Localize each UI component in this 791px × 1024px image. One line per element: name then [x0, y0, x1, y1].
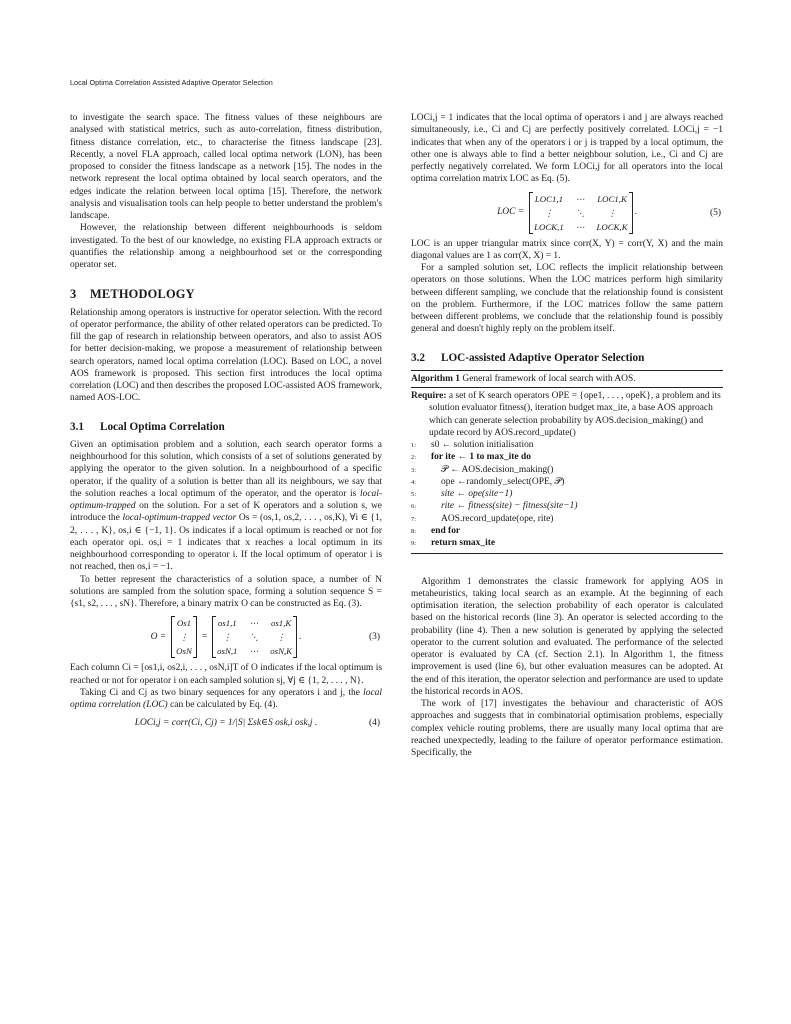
term-loc: local optima correlation (LOC) [70, 687, 382, 710]
equation-number: (5) [709, 207, 721, 218]
section-heading-methodology [70, 288, 382, 300]
subsection-title: LOC-assisted Adaptive Operator Selection [441, 351, 645, 364]
section-number: 3 [70, 287, 77, 302]
algorithm-caption: Algorithm 1 General framework of local search with AOS. [411, 371, 723, 388]
equation-lhs: O = [150, 632, 167, 643]
paragraph: The work of [17] investigates the behaviour and characteristic of AOS approaches and suggests that in combinatorial optimisation problems, especially complex vehicle routing problems, there are usually many local optima that are reached unexpectedly, leading to the failure of operator performance estimation. Specifically, the [411, 699, 723, 759]
algorithm-line: 3: 𝒫 ← AOS.decision_making() [411, 464, 554, 475]
equation-number: (3) [368, 632, 380, 643]
equation-body: LOCi,j = corr(Ci, Cj) = 1/|S| Σsk∈S osk,i osk,j . [134, 718, 318, 729]
equation-number: (4) [368, 718, 380, 729]
subsection-title: Local Optima Correlation [100, 420, 225, 433]
paragraph: However, the relationship between different neighbourhoods is seldom investigated. To the best of our knowledge, no existing FLA approach extracts or quantifies the relationship among a neighbourhood set or the corresponding operator set. [70, 223, 382, 270]
subsection-heading-loc [70, 421, 382, 433]
left-column [70, 112, 382, 730]
paragraph: Each column Ci = [os1,i, os2,i, . . . , osN,i]T of O indicates if the local optimum is reached or not for operator i on each sampled solution sj, ∀j ∈ {1, 2, . . . , N}. [70, 663, 382, 686]
algorithm-1 [411, 370, 723, 554]
equation-5: LOC = LOC1,1 ⋯ LOC1,K ⋮ ⋱ ⋮ LOCK,1 ⋯ LOCK,K . (5) [497, 193, 721, 232]
algorithm-line: 7: AOS.record_update(ope, rite) [411, 513, 554, 524]
matrix-loc: LOC1,1 ⋯ LOC1,K ⋮ ⋱ ⋮ LOCK,1 ⋯ LOCK,K [529, 192, 632, 234]
paragraph: To better represent the characteristics of a solution space, a number of N solutions are sampled from the solution space, forming a solution sequence S = {s1, s2, . . . , sN}. Therefore, a binary matrix O can be constructed as Eq. (3). [70, 574, 382, 609]
paragraph: Taking Ci and Cj as two binary sequences for any operators i and j, the local optima correlation (LOC) can be calculated by Eq. (4). [70, 687, 382, 710]
paragraph: For a sampled solution set, LOC reflects the implicit relationship between operators on those solutions. When the LOC matrices perform high similarity between different sampling, we conclude that the relationship found is consistent on the problem. Furthermore, if the LOC matrices follow the same pattern between different problems, we conclude that the relationship found is possibly general and doesn't highly reply on the problem itself. [411, 263, 723, 335]
subsection-number: 3.2 [411, 351, 425, 364]
algorithm-line: 6: rite ← fitness(site) − fitness(site−1) [411, 501, 578, 512]
equation-lhs: LOC = [497, 207, 525, 218]
algorithm-line: 8: end for [411, 526, 461, 537]
section-title: METHODOLOGY [90, 287, 195, 302]
paragraph: LOCi,j = 1 indicates that the local optima of operators i and j are always reached simultaneously, i.e., Ci and Cj are perfectly positively correlated. LOCi,j = −1 indicates that when any of the operators i or j is trapped by a local optimum, the other one is always able to find a better neighbour solution, i.e., Ci and Cj are perfectly negatively correlated. We form LOCi,j for all operators into the local optima correlation matrix LOC as Eq. (5). [411, 113, 723, 185]
subsection-number: 3.1 [70, 420, 84, 433]
term-local-optimum-trapped: local-optimum-trapped [70, 488, 382, 511]
matrix-o: os1,1 ⋯ os1,K ⋮ ⋱ ⋮ osN,1 ⋯ osN,K [212, 616, 297, 658]
paragraph: Algorithm 1 demonstrates the classic framework for applying AOS in metaheuristics, taking local search as an example. At the beginning of each optimisation iteration, the selection probability of each operator is calculated based on the historical records (line 3). An operator is selected according to the probability (line 4). Then a new solution is generated by applying the selected operator to the current solution and evaluated. The performance of the selected operator is evaluated by CA (cf. Section 2.1). In Algorithm 1, the fitness improvement is used (line 6), but other evaluation measures can be adopted. At the end of this iteration, the operator selection and performance are used to update the historical records in AOS. [411, 576, 723, 697]
algorithm-line: 4: ope ←randomly_select(OPE, 𝒫) [411, 476, 565, 487]
right-column [411, 112, 723, 759]
paragraph: Relationship among operators is instructive for operator selection. With the record of operator performance, the ability of other related operators can be predicted. To fill the gap of research in relationship between operators, and also to assist AOS for better decision-making, we propose a measurement of relationship between search operators, named local optima correlation (LOC). Based on LOC, a novel AOS framework is proposed. This section first introduces the local optima correlation (LOC) and then describes the proposed LOC-assisted AOS framework, named AOS-LOC. [70, 307, 382, 404]
running-header: Local Optima Correlation Assisted Adaptive Operator Selection [70, 78, 273, 87]
algorithm-line: 1: s0 ← solution initialisation [411, 440, 534, 450]
algorithm-require: Require: a set of K search operators OPE = {ope1, . . . , opeK}, a problem and its solution evaluator fitness(), iteration budget max_ite, a base AOS approach which can generate selection probability by AOS.decision_making() and update record by AOS.record_update() [411, 391, 721, 438]
equation-4 [70, 717, 382, 729]
algorithm-line: 9: return smax_ite [411, 538, 496, 549]
algorithm-line: 2: for ite ← 1 to max_ite do [411, 452, 531, 463]
subsection-heading-aos-loc [411, 352, 723, 364]
equation-3: O = Os1 ⋮ OsN = os1,1 ⋯ os1,K ⋮ ⋱ ⋮ osN,1 ⋯ osN,K . (3) [150, 618, 380, 657]
algorithm-line: 5: site ← ope(site−1) [411, 489, 513, 500]
term-trapped-vector: local-optimum-trapped vector [122, 513, 237, 524]
paragraph: LOC is an upper triangular matrix since corr(X, Y) = corr(Y, X) and the main diagonal values are 1 as corr(X, X) = 1. [411, 238, 723, 261]
vector-os: Os1 ⋮ OsN [171, 616, 197, 658]
paragraph: to investigate the search space. The fitness values of these neighbours are analysed with statistical metrics, such as auto-correlation, fitness distribution, fitness distance correlation, etc., to characterise the fitness landscape [23]. Recently, a novel FLA approach, called local optima network (LON), has been proposed to consider the fitness landscape as a network [15]. The nodes in the network represent the local optima obtained by local search operators, and the edges indicate the relation between local optima [15]. Therefore, the network analysis and visualisation tools can help people to better understand the problem's landscape. [70, 113, 382, 221]
paragraph: Given an optimisation problem and a solution, each search operator forms a neighbourhood for this solution, which consists of a set of solutions generated by applying the operator to the given solution. In a neighbourhood of a specific operator, if the quality of a solution is better than all its neighbours, we say that the solution reaches a local optimum of the operator, and the operator is local-optimum-trapped on the solution. For a set of K operators and a solution s, we introduce the local-optimum-trapped vector Os = (os,1, os,2, . . . , os,K), ∀i ∈ {1, 2, . . . , K}, os,i ∈ {−1, 1}. Os indicates if a local optimum is reached or not for each operator opi. os,i = 1 indicates that x reaches a local optimum in its neighbourhood corresponding to operator i. If the local optimum of operator i is not reached, then os,i = −1. [70, 439, 383, 573]
